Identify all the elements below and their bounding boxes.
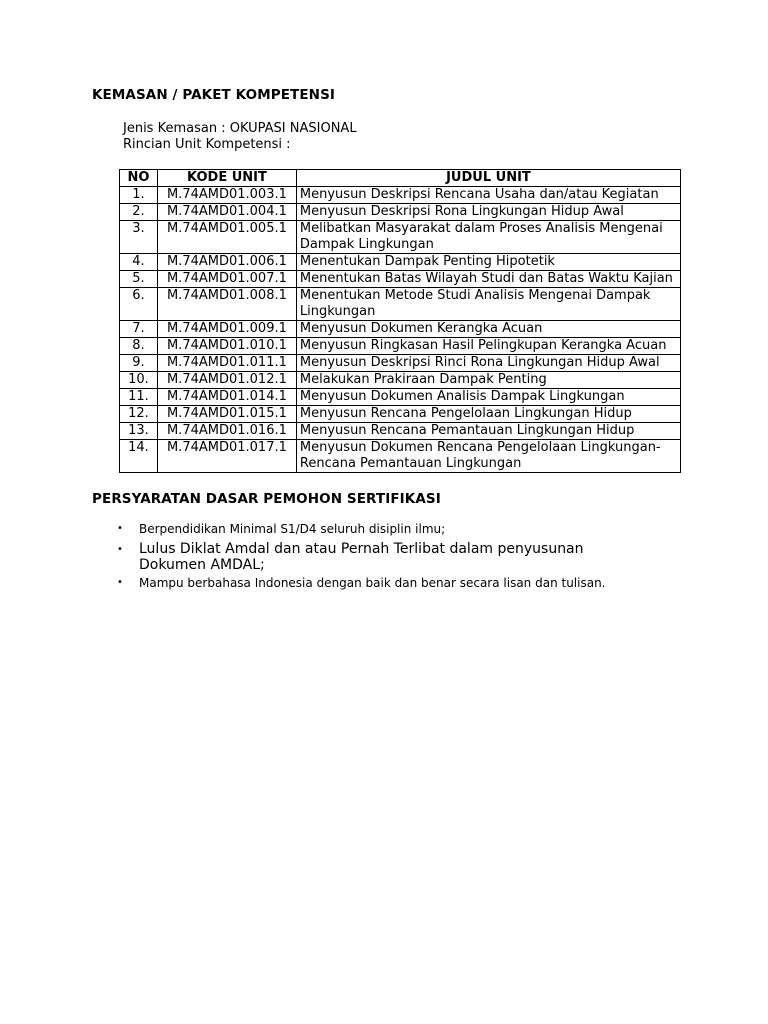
section-title-competency-package: KEMASAN / PAKET KOMPETENSI [92, 87, 336, 103]
requirement-text: Berpendidikan Minimal S1/D4 seluruh disiplin ilmu; [139, 522, 446, 536]
row-number: 10. [120, 372, 158, 389]
unit-title: Menentukan Dampak Penting Hipotetik [296, 254, 680, 271]
bullet-icon: • [117, 523, 123, 534]
unit-title: Menyusun Dokumen Kerangka Acuan [296, 321, 680, 338]
table-header-row [120, 170, 681, 187]
unit-title: Menyusun Rencana Pengelolaan Lingkungan Hidup [296, 406, 680, 423]
unit-code: M.74AMD01.004.1 [157, 204, 296, 221]
table-row [120, 389, 681, 406]
unit-title: Melibatkan Masyarakat dalam Proses Analisis Mengenai Dampak Lingkungan [296, 221, 680, 254]
requirement-text: Mampu berbahasa Indonesia dengan baik dan benar secara lisan dan tulisan. [139, 576, 606, 590]
unit-title: Menyusun Rencana Pemantauan Lingkungan Hidup [296, 423, 680, 440]
unit-code: M.74AMD01.016.1 [157, 423, 296, 440]
header-unit-code: KODE UNIT [157, 170, 296, 187]
unit-title: Menyusun Dokumen Rencana Pengelolaan Lingkungan-Rencana Pemantauan Lingkungan [296, 440, 680, 473]
table-row [120, 372, 681, 389]
row-number: 8. [120, 338, 158, 355]
row-number: 2. [120, 204, 158, 221]
table-row [120, 338, 681, 355]
table-row [120, 271, 681, 288]
unit-title: Menyusun Deskripsi Rona Lingkungan Hidup Awal [296, 204, 680, 221]
header-unit-title: JUDUL UNIT [296, 170, 680, 187]
unit-code: M.74AMD01.005.1 [157, 221, 296, 254]
row-number: 13. [120, 423, 158, 440]
unit-title: Menyusun Ringkasan Hasil Pelingkupan Kerangka Acuan [296, 338, 680, 355]
unit-title: Menyusun Dokumen Analisis Dampak Lingkungan [296, 389, 680, 406]
table-row [120, 187, 681, 204]
list-item [112, 575, 652, 591]
unit-code: M.74AMD01.015.1 [157, 406, 296, 423]
unit-code: M.74AMD01.012.1 [157, 372, 296, 389]
bullet-icon: • [117, 577, 123, 588]
unit-code: M.74AMD01.017.1 [157, 440, 296, 473]
unit-title: Menentukan Metode Studi Analisis Mengenai Dampak Lingkungan [296, 288, 680, 321]
bullet-icon: • [117, 544, 123, 555]
unit-code: M.74AMD01.007.1 [157, 271, 296, 288]
unit-code: M.74AMD01.008.1 [157, 288, 296, 321]
row-number: 5. [120, 271, 158, 288]
list-item [112, 521, 652, 537]
unit-code: M.74AMD01.011.1 [157, 355, 296, 372]
list-item [112, 541, 652, 573]
unit-title: Menyusun Deskripsi Rencana Usaha dan/atau Kegiatan [296, 187, 680, 204]
section-title-certification-requirements: PERSYARATAN DASAR PEMOHON SERTIFIKASI [92, 491, 441, 507]
unit-code: M.74AMD01.003.1 [157, 187, 296, 204]
table-row [120, 288, 681, 321]
header-no: NO [120, 170, 158, 187]
row-number: 11. [120, 389, 158, 406]
unit-title: Melakukan Prakiraan Dampak Penting [296, 372, 680, 389]
row-number: 9. [120, 355, 158, 372]
unit-title: Menentukan Batas Wilayah Studi dan Batas Waktu Kajian [296, 271, 680, 288]
table-row [120, 440, 681, 473]
row-number: 3. [120, 221, 158, 254]
table-row [120, 221, 681, 254]
requirement-text: Lulus Diklat Amdal dan atau Pernah Terlibat dalam penyusunan Dokumen AMDAL; [139, 541, 584, 573]
requirements-list [112, 521, 652, 591]
unit-code: M.74AMD01.009.1 [157, 321, 296, 338]
row-number: 7. [120, 321, 158, 338]
table-row [120, 423, 681, 440]
table-row [120, 321, 681, 338]
table-row [120, 204, 681, 221]
row-number: 6. [120, 288, 158, 321]
table-row [120, 355, 681, 372]
row-number: 14. [120, 440, 158, 473]
row-number: 4. [120, 254, 158, 271]
unit-title: Menyusun Deskripsi Rinci Rona Lingkungan Hidup Awal [296, 355, 680, 372]
table-row [120, 406, 681, 423]
row-number: 1. [120, 187, 158, 204]
unit-code: M.74AMD01.006.1 [157, 254, 296, 271]
competency-units-table [119, 169, 681, 473]
row-number: 12. [120, 406, 158, 423]
unit-code: M.74AMD01.014.1 [157, 389, 296, 406]
package-type-label: Jenis Kemasan : OKUPASI NASIONAL [123, 121, 357, 136]
unit-code: M.74AMD01.010.1 [157, 338, 296, 355]
unit-details-label: Rincian Unit Kompetensi : [123, 137, 291, 152]
table-row [120, 254, 681, 271]
